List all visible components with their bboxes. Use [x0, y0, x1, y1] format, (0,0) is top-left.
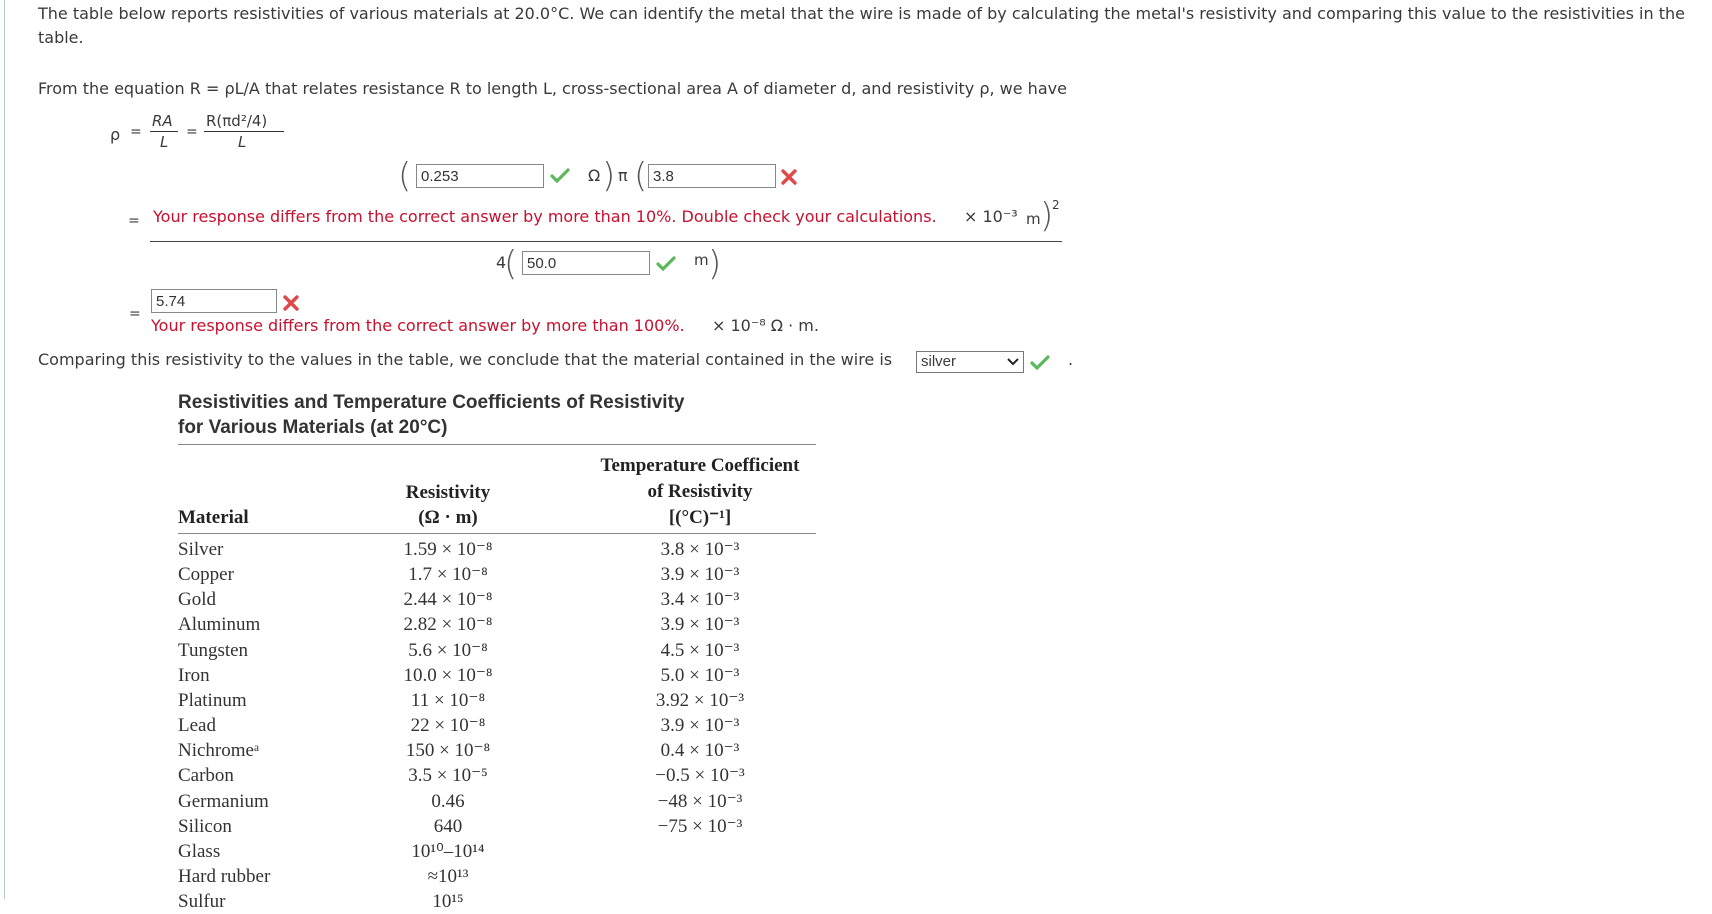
resistivity-cell: 10¹⁰–10¹⁴	[411, 841, 485, 862]
right-paren-1: )	[602, 156, 616, 196]
header-resistivity-1: Resistivity	[405, 482, 491, 503]
resistivity-cell: 5.6 × 10⁻⁸	[408, 640, 488, 661]
temp-coef-cell: 5.0 × 10⁻³	[660, 665, 740, 686]
resistivity-cell: 2.44 × 10⁻⁸	[403, 589, 493, 610]
right-paren-2: )	[1040, 196, 1054, 236]
equals-sign-2: =	[186, 124, 198, 140]
header-temp-coef-1: Temperature Coefficient	[600, 455, 800, 476]
fraction1-numerator: RA	[152, 112, 173, 130]
material-cell: Silicon	[178, 816, 232, 837]
right-paren-3: )	[708, 244, 722, 284]
material-select-value: silver	[921, 353, 957, 370]
temp-coef-cell: 3.9 × 10⁻³	[660, 614, 740, 635]
ohm-unit: Ω	[588, 166, 601, 185]
result-error-message: Your response differs from the correct answer by more than 100%.	[151, 316, 685, 335]
result-unit: × 10⁻⁸ Ω · m.	[712, 316, 819, 335]
resistivity-cell: ≈10¹³	[427, 866, 469, 887]
temp-coef-cell: −75 × 10⁻³	[657, 816, 743, 837]
resistivity-cell: 1.59 × 10⁻⁸	[403, 539, 493, 560]
resistivity-cell: 3.5 × 10⁻⁵	[408, 765, 488, 786]
header-temp-coef-3: [(°C)⁻¹]	[668, 507, 732, 528]
resistivity-cell: 1.7 × 10⁻⁸	[408, 564, 488, 585]
material-cell: Platinum	[178, 690, 247, 711]
equals-sign: =	[130, 124, 142, 140]
fraction2-denominator: L	[238, 133, 247, 151]
fraction1-bar	[150, 131, 178, 132]
material-cell: Germanium	[178, 791, 269, 812]
table-top-rule	[178, 444, 816, 445]
four-coefficient: 4	[496, 253, 507, 272]
material-cell: Copper	[178, 564, 234, 585]
temp-coef-cell: −48 × 10⁻³	[657, 791, 743, 812]
material-cell: Lead	[178, 715, 216, 736]
resistivity-cell: 11 × 10⁻⁸	[410, 690, 486, 711]
temp-coef-cell: 4.5 × 10⁻³	[660, 640, 740, 661]
equals-sign-3: =	[128, 213, 140, 229]
rho-symbol: ρ	[110, 125, 121, 144]
intro-text: The table below reports resistivities of various materials at 20.0°C. We can identify the metal that the wire is made of by calculating the metal's resistivity and comparing this value to the resistivities in the table.	[38, 4, 1685, 47]
material-cell: Carbon	[178, 765, 234, 786]
fraction2-numerator: R(πd²/4)	[206, 112, 268, 130]
temp-coef-cell: 3.4 × 10⁻³	[660, 589, 740, 610]
diameter-exponent: × 10⁻³	[964, 207, 1018, 226]
material-cell: Tungsten	[178, 640, 249, 661]
chevron-down-icon	[1007, 358, 1019, 366]
left-paren-2: (	[634, 156, 648, 196]
x-icon	[780, 168, 798, 190]
material-cell: Sulfur	[178, 891, 226, 912]
pi-symbol: π	[618, 166, 628, 185]
material-cell: Glass	[178, 841, 221, 862]
material-cell: Gold	[178, 589, 216, 610]
resistivity-cell: 2.82 × 10⁻⁸	[403, 614, 493, 635]
temp-coef-cell: −0.5 × 10⁻³	[655, 765, 745, 786]
resistivity-cell: 0.46	[431, 791, 465, 812]
main-fraction-bar	[150, 241, 1062, 242]
table-header-rule	[178, 533, 816, 534]
conclusion-end: .	[1068, 350, 1074, 369]
check-icon	[656, 256, 676, 276]
diameter-input[interactable]	[648, 164, 776, 188]
temp-coef-cell: 3.92 × 10⁻³	[655, 690, 745, 711]
fraction2-bar	[204, 131, 284, 132]
table-title-line2: for Various Materials (at 20°C)	[178, 417, 448, 438]
material-cell: Aluminum	[178, 614, 261, 635]
resistivity-cell: 640	[433, 816, 463, 837]
left-border	[4, 0, 5, 899]
check-icon	[550, 168, 570, 188]
conclusion-text: Comparing this resistivity to the values in the table, we conclude that the material contained in the wire is	[38, 350, 893, 369]
left-paren-3: (	[504, 244, 518, 284]
header-resistivity-2: (Ω · m)	[418, 507, 478, 528]
table-title-line1: Resistivities and Temperature Coefficients of Resistivity	[178, 392, 685, 413]
temp-coef-cell: 0.4 × 10⁻³	[660, 740, 740, 761]
material-cell: Hard rubber	[178, 866, 271, 887]
temp-coef-cell: 3.9 × 10⁻³	[660, 715, 740, 736]
left-paren-1: (	[398, 156, 412, 196]
resistivity-cell: 10.0 × 10⁻⁸	[403, 665, 493, 686]
temp-coef-cell: 3.8 × 10⁻³	[660, 539, 740, 560]
equation-intro-text: From the equation R = ρL/A that relates resistance R to length L, cross-sectional area A of diameter d, and resistivity ρ, we have	[38, 79, 1067, 98]
temp-coef-cell: 3.9 × 10⁻³	[660, 564, 740, 585]
resistivity-cell: 10¹⁵	[432, 891, 464, 912]
x-icon	[282, 294, 300, 316]
length-input[interactable]	[522, 251, 650, 275]
material-cell: Silver	[178, 539, 224, 560]
square-exponent: 2	[1052, 198, 1060, 212]
diameter-error-message: Your response differs from the correct answer by more than 10%. Double check your calculations.	[153, 207, 937, 226]
material-cell: Nichromeᵃ	[178, 740, 260, 761]
header-material: Material	[178, 507, 249, 528]
equals-sign-4: =	[129, 306, 141, 322]
resistivity-cell: 150 × 10⁻⁸	[405, 740, 491, 761]
resistance-input[interactable]	[416, 164, 544, 188]
material-cell: Iron	[178, 665, 210, 686]
fraction1-denominator: L	[160, 133, 169, 151]
length-unit: m	[694, 251, 709, 269]
result-input[interactable]	[151, 289, 277, 313]
check-icon	[1030, 355, 1050, 375]
diameter-unit: m	[1026, 210, 1041, 228]
header-temp-coef-2: of Resistivity	[647, 481, 753, 502]
table-title	[178, 390, 684, 440]
material-select[interactable]	[916, 351, 1024, 373]
resistivity-cell: 22 × 10⁻⁸	[410, 715, 486, 736]
